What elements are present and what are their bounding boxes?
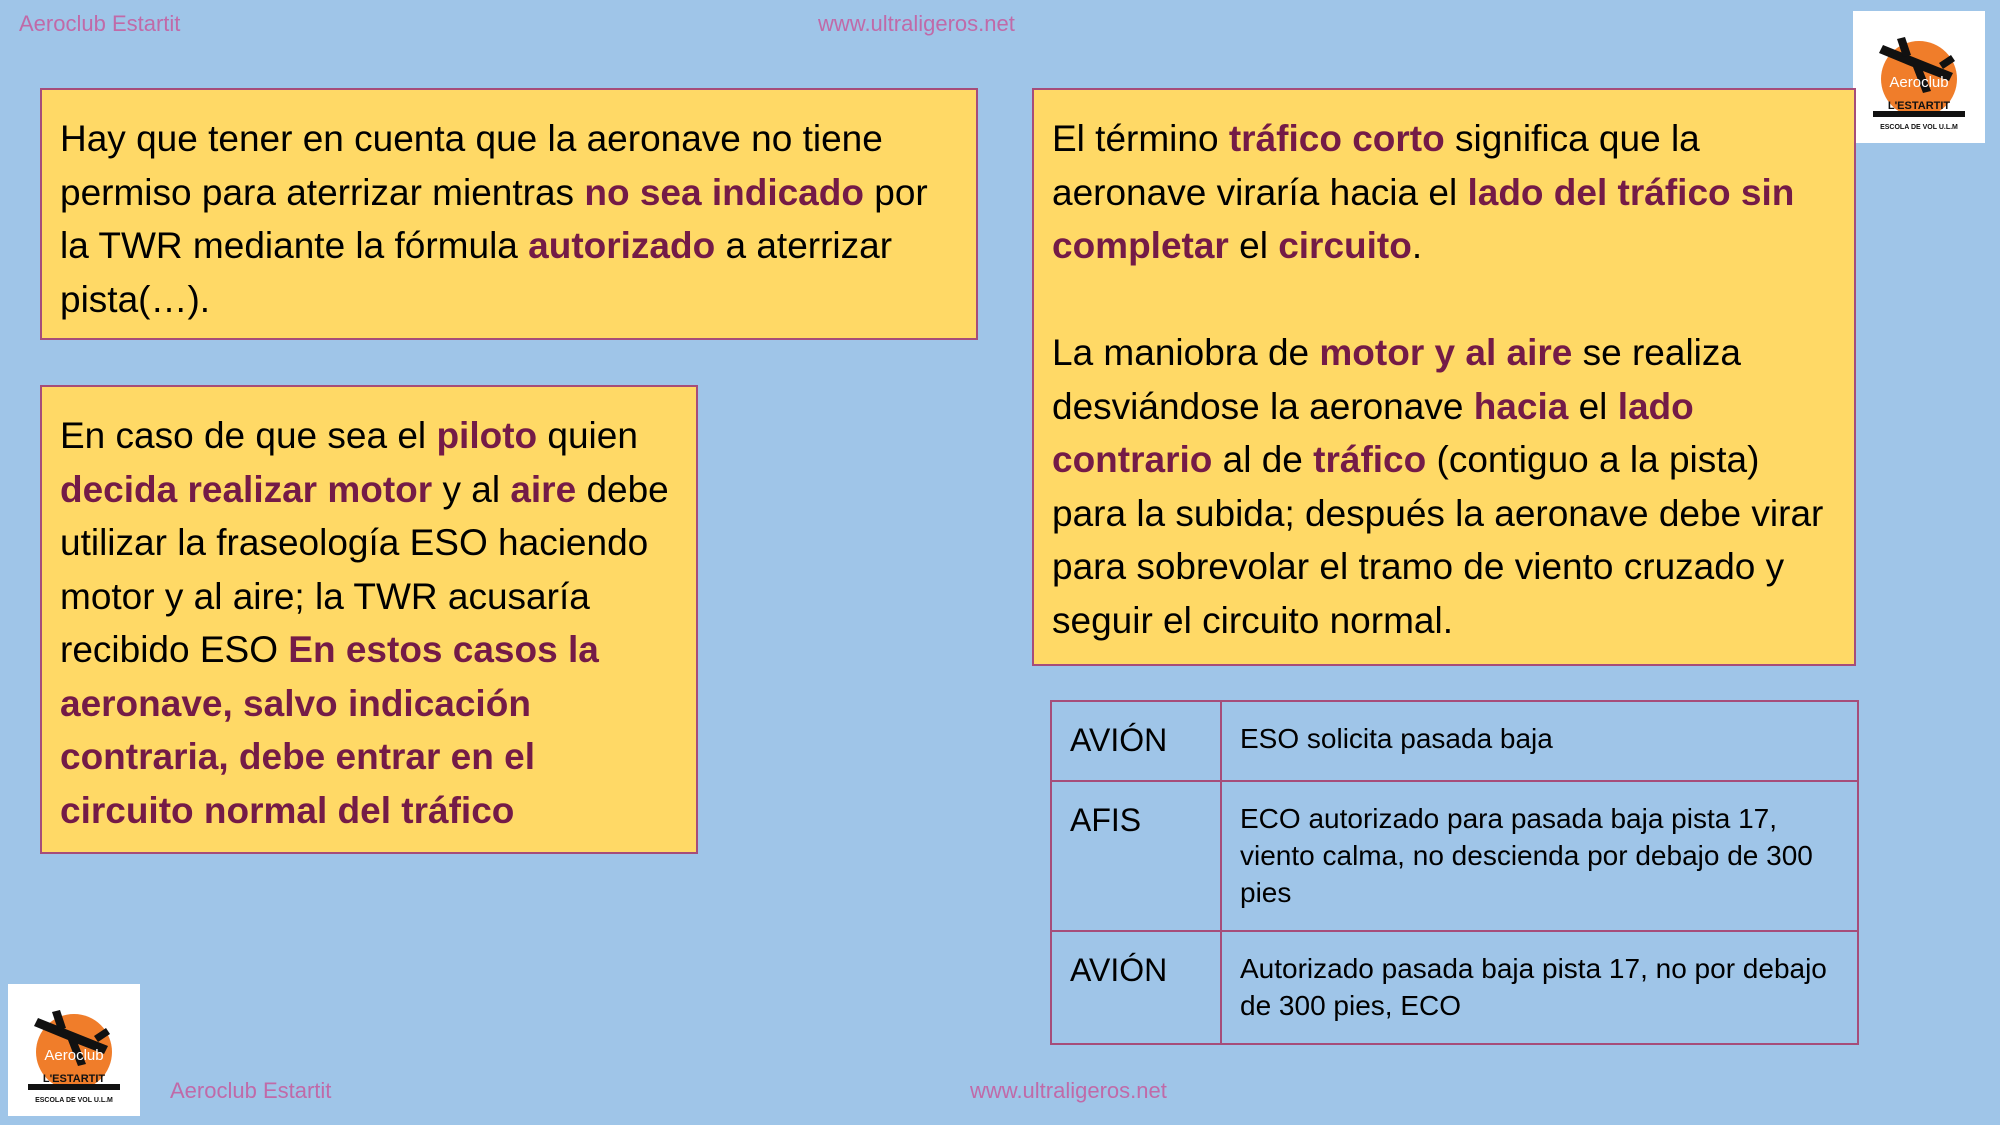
speaker-cell: AFIS: [1051, 781, 1221, 931]
highlight: piloto: [436, 415, 538, 456]
svg-text:Aeroclub: Aeroclub: [44, 1047, 104, 1064]
highlight: lado del tráfico sin completar: [1052, 171, 1795, 266]
text: el: [1228, 225, 1279, 266]
highlight: no sea indicado: [584, 171, 864, 213]
svg-text:L'ESTARTIT: L'ESTARTIT: [42, 1073, 106, 1085]
text: quien: [537, 415, 638, 456]
highlight: autorizado: [528, 225, 716, 266]
short-traffic-paragraph: [1052, 112, 1836, 273]
text: y al: [432, 468, 511, 510]
text: el: [1568, 385, 1618, 427]
table-row: [1051, 701, 1858, 781]
highlight: decida realizar motor: [60, 468, 433, 510]
landing-permission-box: [40, 88, 978, 340]
speaker-cell: AVIÓN: [1051, 701, 1221, 781]
logo-graphic: [1853, 11, 1985, 143]
highlight: hacia: [1473, 385, 1569, 427]
website-url-bottom: www.ultraligeros.net: [970, 1078, 1167, 1103]
speaker-cell: AVIÓN: [1051, 931, 1221, 1044]
short-traffic-box: [1032, 88, 1856, 666]
go-around-paragraph: [1052, 326, 1836, 647]
paragraph-spacer: [1052, 273, 1836, 327]
text: se realiza desviándose la aeronave: [1052, 332, 1741, 427]
message-cell: ECO autorizado para pasada baja pista 17, viento calma, no descienda por debajo de 300 pies: [1221, 781, 1858, 931]
text: al de: [1212, 439, 1314, 480]
text: Hay que tener en cuenta que la aeronave no tiene permiso para aterrizar mientras: [60, 118, 883, 213]
text: por la TWR mediante la fórmula: [60, 171, 928, 266]
aeroclub-logo-bottom: [8, 984, 140, 1116]
svg-text:Aeroclub: Aeroclub: [1889, 74, 1949, 91]
text: significa que la aeronave viraría hacia el: [1052, 118, 1700, 213]
text: a aterrizar pista(…).: [60, 225, 893, 320]
text: debe utilizar la fraseología ESO haciendo motor y al aire; la TWR acusaría recibido ESO: [60, 468, 669, 670]
highlight: lado contrario: [1052, 385, 1694, 480]
highlight: tráfico: [1313, 439, 1427, 480]
website-url-top: www.ultraligeros.net: [818, 11, 1015, 36]
logo-graphic: [8, 984, 140, 1116]
svg-text:L'ESTARTIT: L'ESTARTIT: [1887, 100, 1951, 112]
message-cell: ESO solicita pasada baja: [1221, 701, 1858, 781]
text: El término: [1052, 118, 1229, 159]
text: (contiguo a la pista) para la subida; después la aeronave debe virar para sobrevolar el tramo de viento cruzado y seguir el circuito normal.: [1052, 439, 1824, 641]
go-around-pilot-box: [40, 385, 698, 854]
text: La maniobra de: [1052, 332, 1320, 373]
highlight: tráfico corto: [1228, 118, 1445, 159]
aeroclub-logo-top: [1853, 11, 1985, 143]
highlight: circuito: [1278, 225, 1412, 266]
highlight: motor y al aire: [1319, 332, 1573, 373]
highlight: En estos casos la aeronave, salvo indicación contraria, debe entrar en el circuito normal del tráfico: [60, 629, 599, 831]
club-name-bottom: Aeroclub Estartit: [170, 1078, 332, 1103]
table-row: [1051, 931, 1858, 1044]
highlight: aire: [510, 468, 577, 510]
svg-text:ESCOLA DE VOL U.L.M: ESCOLA DE VOL U.L.M: [1880, 124, 1958, 131]
text: En caso de que sea el: [60, 415, 437, 456]
svg-text:ESCOLA DE VOL U.L.M: ESCOLA DE VOL U.L.M: [35, 1097, 113, 1104]
club-name-top: Aeroclub Estartit: [19, 11, 181, 36]
phraseology-table: [1050, 700, 1859, 1045]
message-cell: Autorizado pasada baja pista 17, no por debajo de 300 pies, ECO: [1221, 931, 1858, 1044]
table-row: [1051, 781, 1858, 931]
text: .: [1411, 225, 1423, 266]
